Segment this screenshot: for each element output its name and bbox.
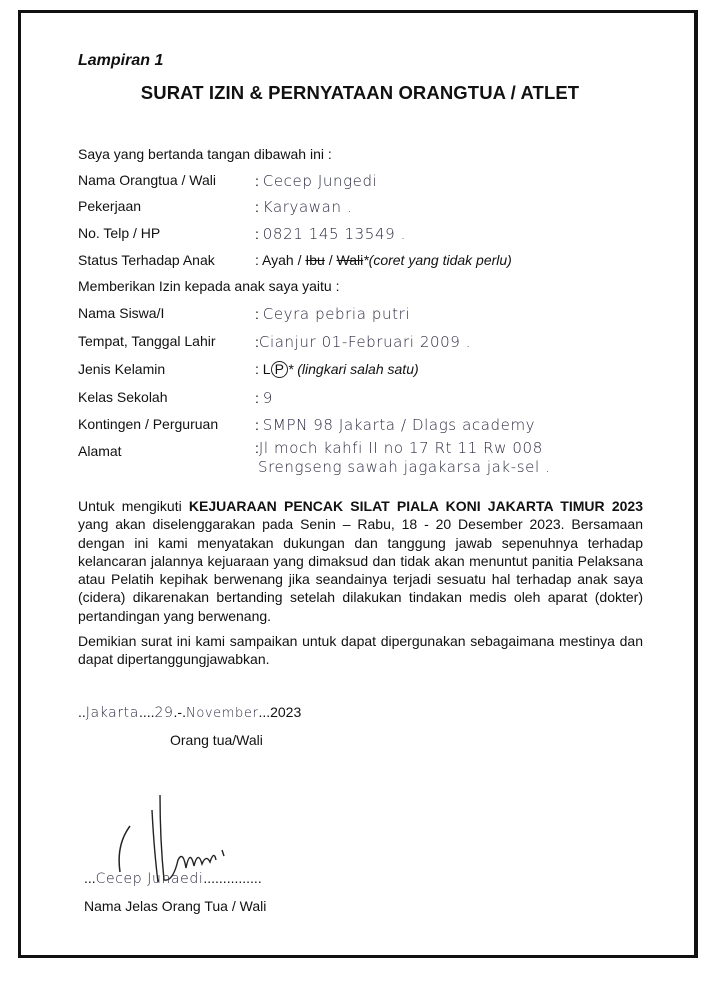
field-label: Kontingen / Perguruan [78,416,219,432]
status-note: *(coret yang tidak perlu) [363,252,512,268]
field-value: Ceyra pebria putri [262,305,411,323]
field-label: Kelas Sekolah [78,389,168,405]
field-value: SMPN 98 Jakarta / Dlags academy [262,416,536,434]
month: November [186,706,259,721]
day: 29 [154,705,174,721]
document-title: SURAT IZIN & PERNYATAAN ORANGTUA / ATLET [140,82,580,103]
statement-paragraph [78,497,643,625]
field-value: Cecep Jungedi [262,172,378,190]
name-caption: Nama Jelas Orang Tua / Wali [84,898,267,914]
field-label: Alamat [78,443,122,459]
gender-p-circled: P [271,361,288,378]
field-value: 0821 145 13549 . [262,225,406,243]
date-line: ..Jakarta....29.-.November...2023 [78,704,302,721]
intro-text: Saya yang bertanda tangan dibawah ini : [78,146,332,162]
event-name: KEJUARAAN PENCAK SILAT PIALA KONI JAKARTA TIMUR 2023 [188,498,643,514]
field-label: Pekerjaan [78,198,142,214]
paragraph-body: yang akan diselenggarakan pada Senin – Rabu, 18 - 20 Desember 2023. Bersamaan dengan ini kami menyatakan dukungan dan tanggung jawab sepenuhnya terhadap kelancaran jalannya kejuaraan yang dimaksud dan tidak akan menuntut panitia Pelaksana atau Pelatih kepihak berwenang jika seandainya terjadi sesuatu hal terhadap anak saya (cidera) dikarenakan bertanding setelah dilakukan tindakan medis oleh aparat (dokter) pertandingan yang berwenang. [78,516,643,624]
child-intro-text: Memberikan Izin kepada anak saya yaitu : [78,278,340,294]
paragraph-prefix: Untuk mengikuti [78,498,189,514]
address-line-2: Srengseng sawah jagakarsa jak-sel . [258,458,551,476]
closing-paragraph: Demikian surat ini kami sampaikan untuk dapat dipergunakan sebagaimana mestinya dan dapat dipertanggungjawabkan. [78,633,643,668]
separator: / [324,252,337,268]
separator: / [293,252,306,268]
gender-note: * (lingkari salah satu) [287,361,419,377]
field-value: Karyawan . [262,198,353,216]
address-line-1: Jl moch kahfi II no 17 Rt 11 Rw 008 [258,439,543,457]
status-ibu-struck: Ibu [305,252,325,268]
signed-name-line: ...Cecep Junaedi............... [84,870,262,887]
status-ayah: Ayah [262,252,294,268]
place: Jakarta [85,705,139,721]
gender-l: L [262,361,271,377]
field-label: Nama Orangtua / Wali [78,172,216,188]
field-label: Jenis Kelamin [78,361,166,377]
field-value: Cianjur 01-Februari 2009 . [258,333,472,351]
field-label: Tempat, Tanggal Lahir [78,333,216,349]
signed-name: Cecep Junaedi [95,871,204,887]
signer-role: Orang tua/Wali [170,732,263,748]
year: 2023 [270,704,302,720]
field-label: Nama Siswa/I [78,305,165,321]
field-label: No. Telp / HP [78,225,161,241]
field-label: Status Terhadap Anak [78,252,215,268]
attachment-label: Lampiran 1 [78,52,164,69]
status-wali-struck: Wali [336,252,364,268]
field-value: 9 [262,389,273,407]
